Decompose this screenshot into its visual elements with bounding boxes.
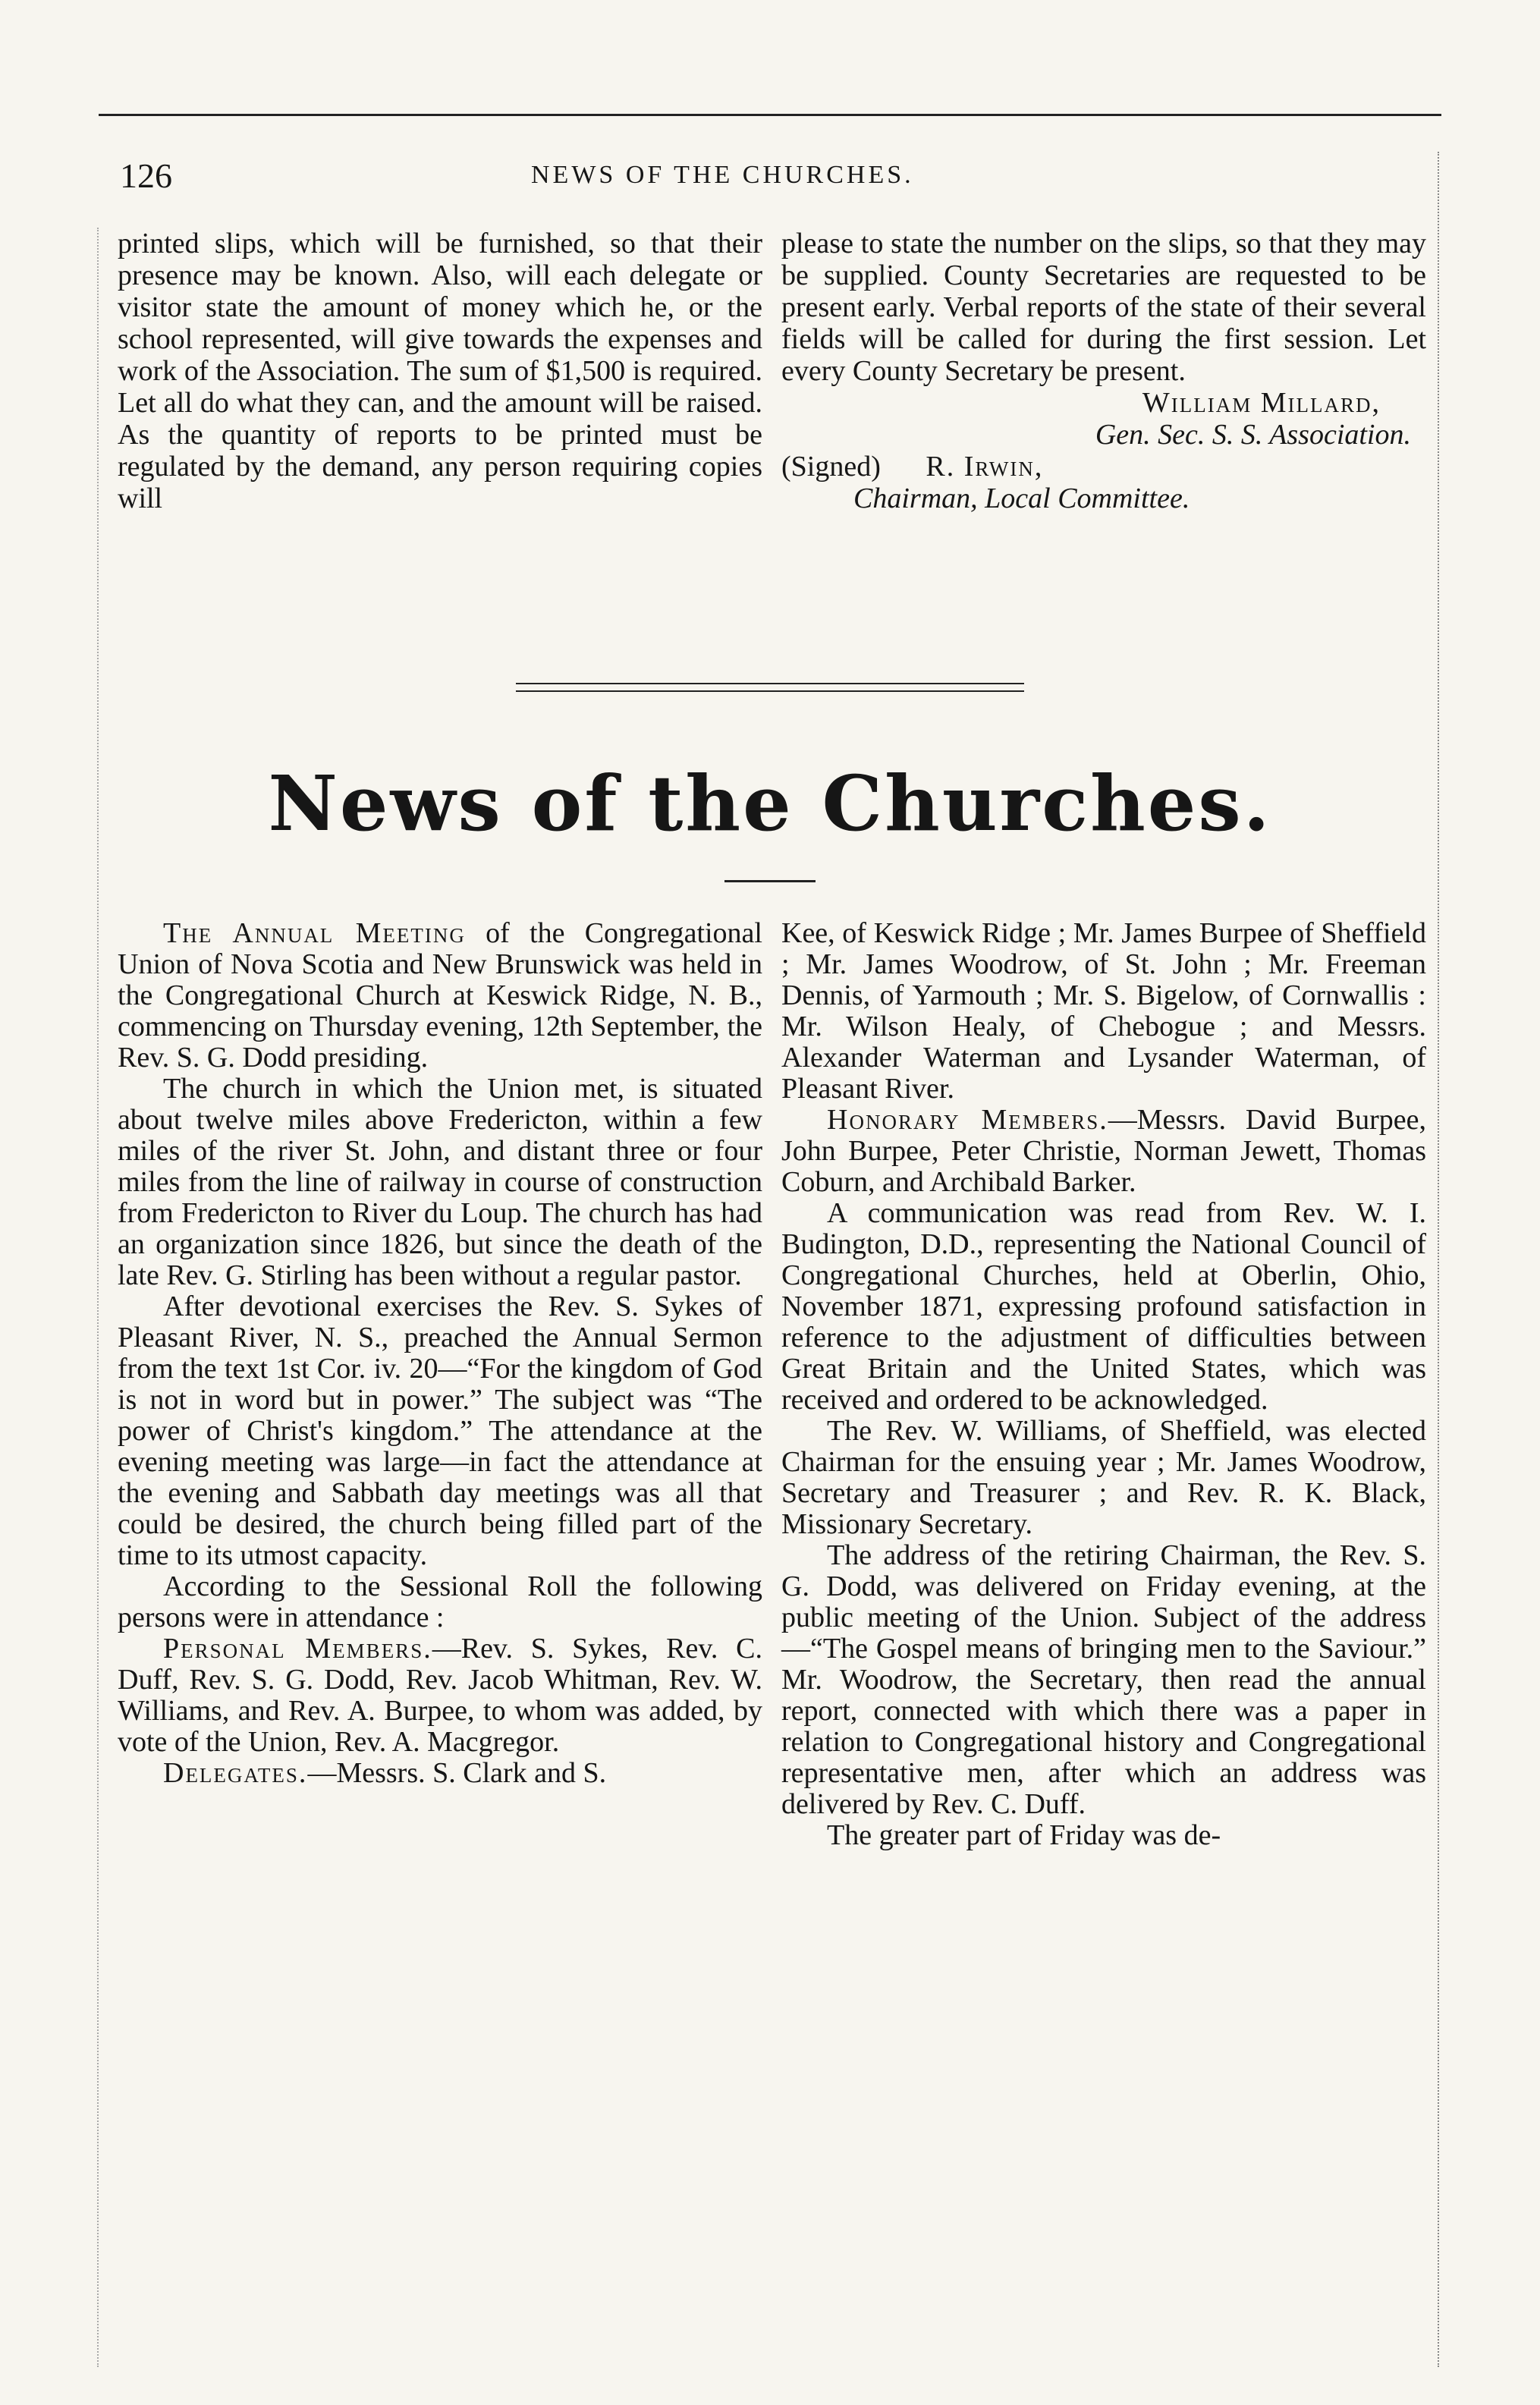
notice-right-paragraph: please to state the number on the slips, so that they may be supplied. County Secretaries are requested to be present early. Verbal reports of the state of their several fields will be called for during the first session. Let every County Secretary be present. — [781, 228, 1426, 387]
lead-in: Delegates. — [163, 1757, 308, 1789]
article-paragraph: The greater part of Friday was de- — [827, 1819, 1221, 1851]
article-paragraph: Kee, of Keswick Ridge ; Mr. James Burpee of Sheffield ; Mr. James Woodrow, of St. John ; Mr. Freeman Dennis, of Yarmouth ; Mr. S. Bigelow, of Cornwallis : Mr. Wilson Healy, of Chebogue ; and Messrs. Alexander Waterman and Lysander Waterman, of Pleasant River. — [781, 917, 1426, 1105]
section-title: News of the Churches. — [268, 759, 1272, 848]
left-page-edge — [97, 228, 99, 2367]
lead-in: Personal Members. — [163, 1633, 432, 1665]
article-left-column — [118, 918, 762, 1789]
signature-title-1: Gen. Sec. S. S. Association. — [1095, 419, 1411, 451]
article-paragraph: A communication was read from Rev. W. I. Budington, D.D., representing the National Council of Congregational Churches, held at Oberlin, Ohio, November 1871, expressing profound satisfaction in reference to the adjustment of difficulties between Great Britain and the United States, which was received and ordered to be acknowledged. — [781, 1197, 1426, 1416]
running-title: NEWS OF THE CHURCHES. — [531, 161, 914, 189]
lead-in: The Annual Meeting — [163, 917, 466, 949]
article-paragraph: Delegates.—Messrs. S. Clark and S. — [163, 1757, 607, 1789]
signature-name-1: William Millard, — [1142, 387, 1381, 419]
signature-name-2: R. Irwin, — [926, 451, 1044, 483]
article-paragraph: Honorary Members.—Messrs. David Burpee, John Burpee, Peter Christie, Norman Jewett, Thomas Coburn, and Archibald Barker. — [781, 1104, 1426, 1198]
article-paragraph: The Annual Meeting of the Congregational Union of Nova Scotia and New Brunswick was held in the Congregational Church at Keswick Ridge, N. B., commencing on Thursday evening, 12th September, the Rev. S. G. Dodd presiding. — [118, 917, 762, 1074]
signature-title-2: Chairman, Local Committee. — [853, 483, 1190, 514]
article-paragraph: Personal Members.—Rev. S. Sykes, Rev. C. Duff, Rev. S. G. Dodd, Rev. Jacob Whitman, Rev. W. Williams, and Rev. A. Burpee, to whom was added, by vote of the Union, Rev. A. Macgregor. — [118, 1633, 762, 1758]
article-right-column — [781, 918, 1426, 1851]
signed-label: (Signed) — [781, 451, 881, 483]
lead-in: Honorary Members. — [827, 1104, 1108, 1136]
notice-left-column — [118, 228, 762, 514]
article-paragraph: The church in which the Union met, is situated about twelve miles above Fredericton, within a few miles of the river St. John, and distant three or four miles from the line of railway in course of construction from Fredericton to River du Loup. The church has had an organization since 1826, but since the death of the late Rev. G. Stirling has been without a regular pastor. — [118, 1073, 762, 1291]
notice-right-column — [781, 228, 1426, 514]
title-underline — [724, 880, 816, 882]
article-paragraph: The Rev. W. Williams, of Sheffield, was elected Chairman for the ensuing year ; Mr. James Woodrow, Secretary and Treasurer ; and Rev. R. K. Black, Missionary Secretary. — [781, 1415, 1426, 1540]
page-number: 126 — [120, 156, 172, 195]
section-divider — [516, 683, 1024, 692]
article-paragraph: After devotional exercises the Rev. S. Sykes of Pleasant River, N. S., preached the Annual Sermon from the text 1st Cor. iv. 20—“For the kingdom of God is not in word but in power.” The subject was “The power of Christ's kingdom.” The attendance at the evening meeting was large—in fact the attendance at the evening and Sabbath day meetings was all that could be desired, the church being filled part of the time to its utmost capacity. — [118, 1291, 762, 1571]
right-page-edge — [1438, 152, 1439, 2367]
signature-signed-line — [781, 451, 1426, 483]
article-paragraph: According to the Sessional Roll the following persons were in attendance : — [118, 1570, 762, 1633]
top-rule — [99, 114, 1441, 116]
article-paragraph: The address of the retiring Chairman, the Rev. S. G. Dodd, was delivered on Friday evening, at the public meeting of the Union. Subject of the address—“The Gospel means of bringing men to the Saviour.” Mr. Woodrow, the Secretary, then read the annual report, connected with which there was a paper in relation to Congregational history and Congregational representative men, after which an address was delivered by Rev. C. Duff. — [781, 1539, 1426, 1820]
notice-left-paragraph: printed slips, which will be furnished, so that their presence may be known. Also, will each delegate or visitor state the amount of money which he, or the school represented, will give towards the expenses and work of the Association. The sum of $1,500 is required. Let all do what they can, and the amount will be raised. As the quantity of reports to be printed must be regulated by the demand, any person requiring copies will — [118, 228, 762, 514]
